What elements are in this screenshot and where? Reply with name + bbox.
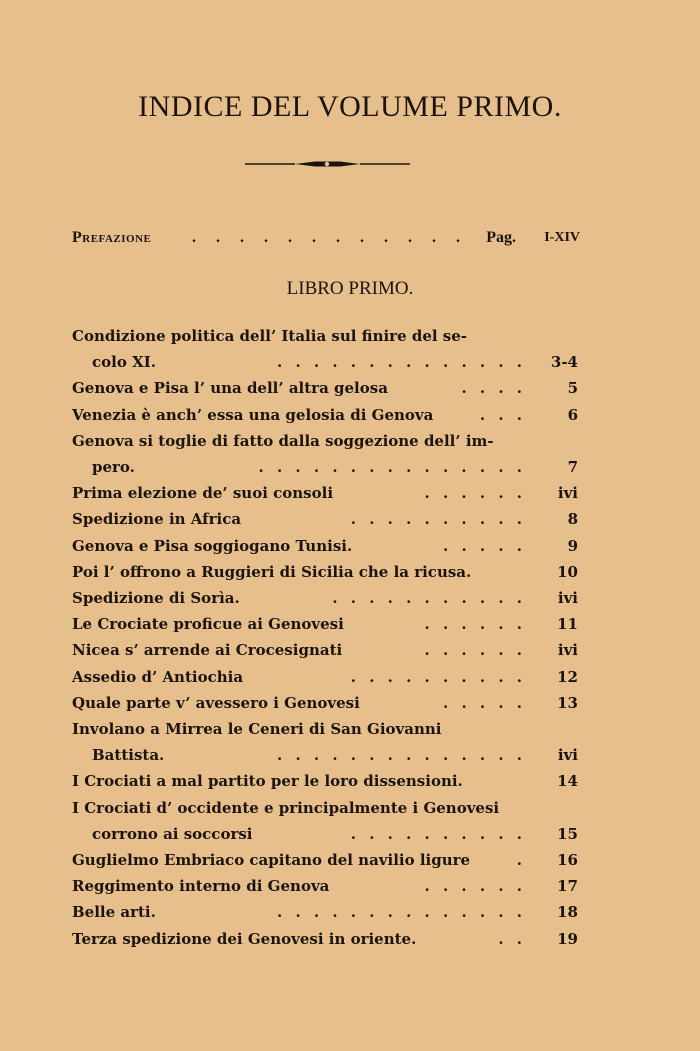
toc-entry-page: 12 [557, 667, 578, 686]
toc-entry [72, 847, 580, 873]
toc-entry-leaders: . . . . . . . . . . . . . . [277, 353, 526, 372]
toc-entry [72, 533, 580, 559]
toc-entry [72, 637, 580, 663]
toc-entry [92, 742, 580, 768]
toc-entry [72, 690, 580, 716]
toc-entry [72, 611, 580, 637]
toc-entry-page: 6 [567, 405, 578, 424]
toc-entry-text: Belle arti. [72, 903, 156, 922]
preface-pag-label: Pag. [486, 229, 516, 246]
toc-entry-text: Poi l’ offrono a Ruggieri di Sicilia che la ricusa. [72, 562, 472, 581]
preface-entry [72, 225, 580, 251]
toc-entry-page: 3-4 [550, 353, 578, 372]
toc-entry-leaders: . . . . . . [424, 615, 526, 634]
toc-entry-leaders: . . . . . . . . . . . . . . [277, 746, 526, 765]
toc-entry-page: 5 [567, 379, 578, 398]
toc-entry-text: Reggimento interno di Genova [72, 877, 330, 896]
toc-entry [72, 375, 580, 401]
toc-entry [72, 323, 580, 349]
toc-entry-leaders: . . . . . . [424, 641, 526, 660]
toc-entry-text: Genova e Pisa l’ una dell’ altra gelosa [72, 379, 388, 398]
toc-entry-page: ivi [557, 641, 578, 660]
toc-entry [72, 768, 580, 794]
toc-entry-leaders: . . . . . . . . . . . . . . . [258, 458, 526, 476]
toc-entry-leaders: . . . . . . . . . . [350, 824, 526, 843]
toc-entry-leaders: . . . . . . . . . . [350, 667, 526, 686]
toc-entry-text: Genova si toglie di fatto dalla soggezione dell’ im- [72, 431, 494, 450]
toc-entry-page: 19 [557, 929, 578, 948]
toc-entry-text: corrono ai soccorsi [92, 824, 253, 843]
toc-entry [72, 926, 580, 952]
toc-entry-text: Quale parte v’ avessero i Genovesi [72, 693, 360, 712]
toc-entry-text: colo XI. [92, 353, 156, 372]
toc-entry-text: I Crociati d’ occidente e principalmente i Genovesi [72, 798, 500, 817]
toc-entry [72, 402, 580, 428]
toc-entry-page: 11 [557, 615, 578, 634]
toc-entry-text: Genova e Pisa soggiogano Tunisi. [72, 536, 353, 555]
toc-entry [72, 795, 580, 821]
toc-entry-text: pero. [92, 458, 135, 476]
preface-label: Prefazione [72, 229, 152, 246]
toc-entry-page: 18 [557, 903, 578, 922]
toc-entry-leaders: . . . . . . [424, 484, 526, 503]
toc-entry-text: Spedizione di Sorìa. [72, 589, 240, 607]
toc-entry [92, 454, 580, 480]
toc-entry-page: 16 [557, 851, 578, 869]
toc-entry [72, 716, 580, 742]
toc-entry-page: ivi [557, 589, 578, 607]
toc-entry-text: Condizione politica dell’ Italia sul finire del se- [72, 327, 468, 345]
toc-entry [72, 428, 580, 454]
preface-pages: I-XIV [544, 230, 580, 245]
toc-entry-text: Prima elezione de’ suoi consoli [72, 484, 334, 503]
ornament-divider [245, 158, 410, 170]
toc-entry-page: ivi [557, 746, 578, 765]
toc-entry-leaders: . . . . . . . . . . [350, 510, 526, 529]
toc-entry-page: 8 [567, 510, 578, 529]
toc-entry [72, 559, 580, 585]
toc-entry-page: ivi [557, 484, 578, 503]
toc-entry-leaders: . . . . [461, 379, 526, 398]
toc-entry [72, 664, 580, 690]
toc-entry-text: Nicea s’ arrende ai Crocesignati [72, 641, 343, 660]
toc-entry [72, 506, 580, 532]
toc-entry-leaders: . . . [479, 405, 526, 424]
toc-entry-text: Assedio d’ Antiochia [72, 667, 244, 686]
toc-entry-text: I Crociati a mal partito per le loro dissensioni. [72, 772, 463, 791]
toc-entry [72, 585, 580, 611]
toc-entry-page: 9 [567, 536, 578, 555]
toc-entry-text: Spedizione in Africa [72, 510, 242, 529]
toc-entry-text: Battista. [92, 746, 165, 765]
toc-entry-text: Terza spedizione dei Genovesi in oriente. [72, 929, 417, 948]
page-title: INDICE DEL VOLUME PRIMO. [138, 90, 562, 123]
toc-entry-text: Venezia è anch’ essa una gelosia di Genova [72, 405, 434, 424]
toc-entry-page: 7 [567, 458, 578, 476]
toc-entry-leaders: . . . . . [443, 693, 526, 712]
toc-entry [72, 873, 580, 899]
toc-entry [92, 821, 580, 847]
toc-entry [72, 480, 580, 506]
toc-entry-page: 15 [557, 824, 578, 843]
toc-entry-leaders: . . . . . [443, 536, 526, 555]
toc-entry-leaders: . [516, 851, 526, 869]
toc-entry-text: Le Crociate proficue ai Genovesi [72, 615, 344, 634]
section-title: LIBRO PRIMO. [286, 278, 414, 299]
preface-leaders: . . . . . . . . . . . . [192, 229, 468, 246]
toc-entry [72, 899, 580, 925]
toc-entry-text: Involano a Mirrea le Ceneri di San Giovanni [72, 720, 442, 738]
toc-entry-page: 13 [557, 693, 578, 712]
toc-entry-leaders: . . [498, 929, 526, 948]
toc-entry [92, 349, 580, 375]
toc-entry-leaders: . . . . . . [424, 877, 526, 896]
toc-entry-page: 17 [557, 877, 578, 896]
toc-entry-leaders: . . . . . . . . . . . . . . [277, 903, 526, 922]
toc-entry-page: 14 [557, 772, 578, 791]
toc-entry-leaders: . . . . . . . . . . . [332, 589, 526, 607]
toc-entry-text: Guglielmo Embriaco capitano del navilio ligure [72, 851, 471, 869]
toc-entry-page: 10 [557, 562, 578, 581]
